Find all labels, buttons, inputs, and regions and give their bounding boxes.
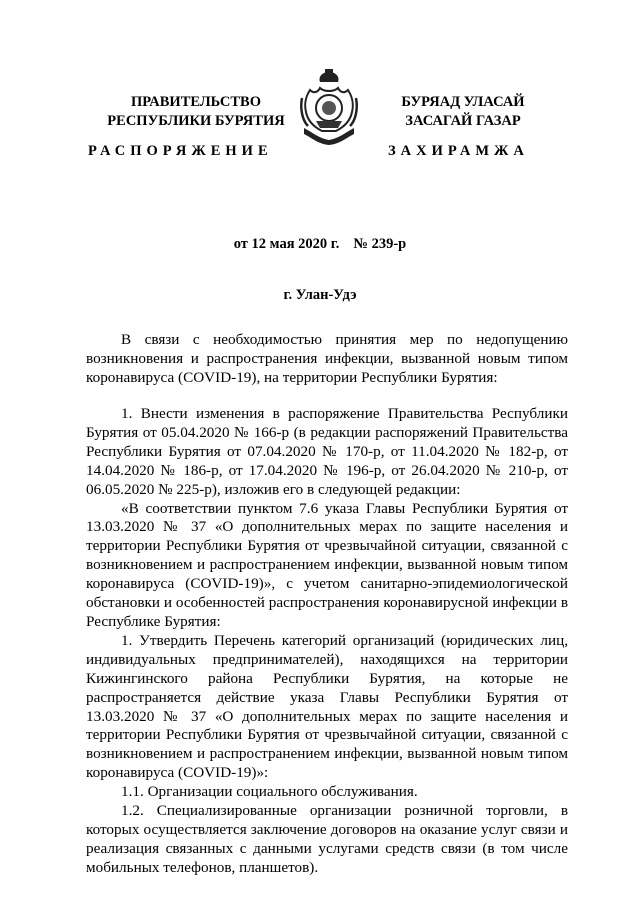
date-number-line bbox=[0, 236, 640, 253]
document-body bbox=[86, 405, 568, 878]
paragraph-5: 1.2. Специализированные организации розничной торговли, в которых осуществляется заключение договоров на оказание услуг связи и реализация связанных с данными услугами средств связи (в том числе мобильных телефонов, планшетов). bbox=[86, 802, 568, 876]
issuer-buryat-line1: БУРЯАД УЛАСАЙ bbox=[401, 94, 525, 110]
issuer-buryat-line2: ЗАСАГАЙ ГАЗАР bbox=[405, 113, 521, 129]
paragraph-2: «В соответствии пунктом 7.6 указа Главы Республики Бурятия от 13.03.2020 № 37 «О дополнительных мерах по защите населения и территории Республики Бурятия от чрезвычайной ситуации, связанной с возникновением и распространением инфекции, вызванной новым типом коронавируса (COVID-19)», с учетом санитарно-эпидемиологической обстановки и особенностей распространения коронавирусной инфекции в Республике Бурятия: bbox=[86, 499, 568, 630]
document-city: г. Улан-Удэ bbox=[283, 287, 357, 303]
doc-type-buryat: ЗАХИРАМЖА bbox=[388, 143, 529, 159]
issuer-russian-line1: ПРАВИТЕЛЬСТВО bbox=[131, 94, 261, 110]
preamble bbox=[86, 331, 568, 388]
doc-type-russian: РАСПОРЯЖЕНИЕ bbox=[88, 143, 273, 159]
paragraph-3: 1. Утвердить Перечень категорий организаций (юридических лиц, индивидуальных предпринимателей), находящихся на территории Кижингинского района Республики Бурятия, на которые не распространяется действие указа Главы Республики Бурятия от 13.03.2020 № 37 «О дополнительных мерах по защите населения и территории Республики Бурятия от чрезвычайной ситуации, связанной с возникновением и распространением инфекции, вызванной новым типом коронавируса (COVID-19)»: bbox=[86, 631, 568, 782]
paragraph-4: 1.1. Организации социального обслуживания. bbox=[121, 783, 418, 801]
issuer-buryat bbox=[383, 93, 543, 131]
document-number: № 239-р bbox=[353, 236, 407, 252]
issuer-russian bbox=[96, 93, 296, 131]
coat-of-arms-icon bbox=[298, 68, 360, 146]
preamble-text: В связи с необходимостью принятия мер по недопущению возникновения и распространения инфекции, вызванной новым типом коронавируса (COVID-19), на территории Республики Бурятия: bbox=[86, 331, 568, 386]
issuer-russian-line2: РЕСПУБЛИКИ БУРЯТИЯ bbox=[107, 113, 285, 129]
document-date: от 12 мая 2020 г. bbox=[233, 236, 340, 252]
paragraph-1: 1. Внести изменения в распоряжение Правительства Республики Бурятия от 05.04.2020 № 166-р (в редакции распоряжений Правительства Республики Бурятия от 07.04.2020 № 170-р, от 11.04.2020 № 182-р, от 14.04.2020 № 186-р, от 17.04.2020 № 196-р, от 26.04.2020 № 210-р, от 06.05.2020 № 225-р), изложив его в следующей редакции: bbox=[86, 405, 568, 498]
